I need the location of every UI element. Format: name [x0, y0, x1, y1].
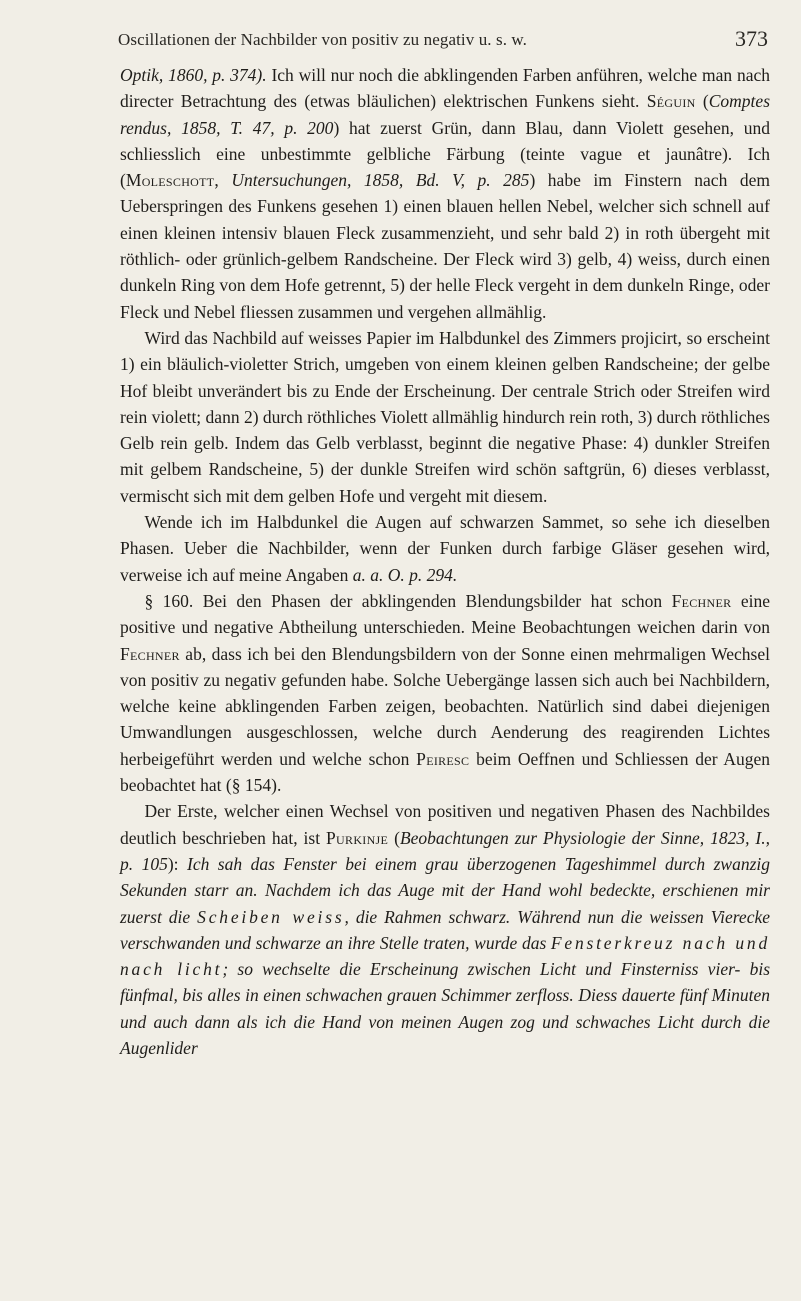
spaced-emphasis: Scheiben weiss [197, 906, 345, 927]
body-text [120, 62, 770, 1061]
text-run: eine positive und negative Abtheilung unterschieden. Meine Beobachtungen weichen darin von [120, 590, 770, 638]
text-run: ) hat zuerst Grün, dann Blau, dann Violett gesehen, und schliesslich eine unbestimmte gelbliche Färbung (teinte vague et jaunâtre). Ich ( [120, 117, 770, 191]
spaced-emphasis: Fensterkreuz nach und nach licht [120, 932, 770, 980]
paragraph-3 [120, 509, 770, 588]
text-run: Der Erste, welcher einen Wechsel von positiven und negativen Phasen des Nachbildes deutlich beschrieben hat, ist [120, 801, 770, 848]
author-name: Fechner [120, 643, 180, 664]
page-number: 373 [735, 26, 768, 51]
citation: Comptes rendus, 1858, T. 47, p. 200 [120, 91, 770, 138]
citation: Optik, 1860, p. 374). [120, 65, 267, 85]
page-header [118, 28, 768, 52]
text-run: beim Oeffnen und Schliessen der Augen beobachtet hat (§ 154). [120, 748, 771, 796]
text-run: ( [695, 91, 709, 112]
quotation: ; so wechselte die Erscheinung zwischen Licht und Finsterniss vier- bis fünfmal, bis alles in einen schwachen grauen Schimmer zerfloss. Diess dauerte fünf Minuten und auch dann als ich die Hand von meinen Augen zog und schwaches Licht durch die Augenlider [120, 959, 771, 1058]
author-name: Moleschott [125, 170, 215, 191]
paragraph-2: Wird das Nachbild auf weisses Papier im Halbdunkel des Zimmers projicirt, so erscheint 1) ein bläulich-violetter Strich, umgeben von einem kleinen gelben Randscheine; der gelbe Hof bleibt unverändert bis zu Ende der Erscheinung. Der centrale Strich oder Streifen wird rein violett; dann 2) durch röthliches Violett allmählig hindurch rein roth, 3) durch röthliches Gelb rein gelb. Indem das Gelb verblasst, beginnt die negative Phase: 4) dunkler Streifen mit gelbem Randscheine, 5) der dunkle Streifen wird schön saftgrün, 6) dieses verblasst, vermischt sich mit dem gelben Hofe und vergeht mit diesem. [120, 327, 770, 506]
paragraph-5 [120, 798, 770, 1061]
quotation: , die Rahmen schwarz. Während nun die weissen Vierecke verschwanden und schwarze an ihre Stelle traten, wurde das [120, 906, 770, 953]
running-head: Oscillationen der Nachbilder von positiv zu negativ u. s. w. [118, 30, 528, 49]
author-name: Peiresc [416, 748, 470, 769]
citation: Beobachtungen zur Physiologie der Sinne, 1823, I., p. 105 [120, 827, 770, 874]
text-run: ) habe im Finstern nach dem Ueberspringen des Funkens gesehen 1) einen blauen hellen Nebel, welcher sich schnell auf einen kleinen intensiv blauen Fleck zusammenzieht, und sehr bald 2) in roth übergeht mit röthlich- oder grünlich-gelbem Randscheine. Der Fleck wird 3) gelb, 4) weiss, durch einen dunkeln Ring von dem Hofe getrennt, 5) der helle Fleck vergeht in dem dunkeln Ringe, oder Fleck und Nebel fliessen zusammen und vergehen allmählig. [120, 170, 770, 322]
author-name: Fechner [671, 590, 732, 611]
text-run: ( [388, 827, 400, 848]
citation: a. a. O. p. 294. [352, 564, 458, 585]
text-run: ): [167, 853, 187, 874]
author-name: Purkinje [326, 827, 389, 848]
text-run: Ich will nur noch die abklingenden Farben anführen, welche man nach directer Betrachtung des (etwas bläulichen) elektrischen Funkens sieht. [120, 65, 770, 112]
text-run: , [214, 170, 232, 191]
text-run: Wende ich im Halbdunkel die Augen auf schwarzen Sammet, so sehe ich dieselben Phasen. Ueber die Nachbilder, wenn der Funken durch farbige Gläser gesehen wird, verweise ich auf meine Angaben [120, 512, 770, 585]
quotation: Ich sah das Fenster bei einem grau überzogenen Tageshimmel durch zwanzig Sekunden starr an. Nachdem ich das Auge mit der Hand wohl bedeckte, erschienen mir zuerst die [120, 853, 770, 927]
author-name: Séguin [646, 91, 696, 112]
paragraph-1 [120, 62, 770, 325]
text-run: § 160. Bei den Phasen der abklingenden Blendungsbilder hat schon [144, 590, 672, 611]
text-run: ab, dass ich bei den Blendungsbildern von der Sonne einen mehrmaligen Wechsel von positiv zu negativ gefunden habe. Solche Uebergänge lassen sich auch bei Nachbildern, welche keine abklingenden Farben zeigen, beobachten. Natürlich sind dabei diejenigen Umwandlungen ausgeschlossen, welche durch Aenderung des reagirenden Lichtes herbeigeführt werden und welche schon [120, 643, 770, 769]
paragraph-4 [120, 588, 770, 798]
citation: Untersuchungen, 1858, Bd. V, p. 285 [231, 170, 530, 191]
